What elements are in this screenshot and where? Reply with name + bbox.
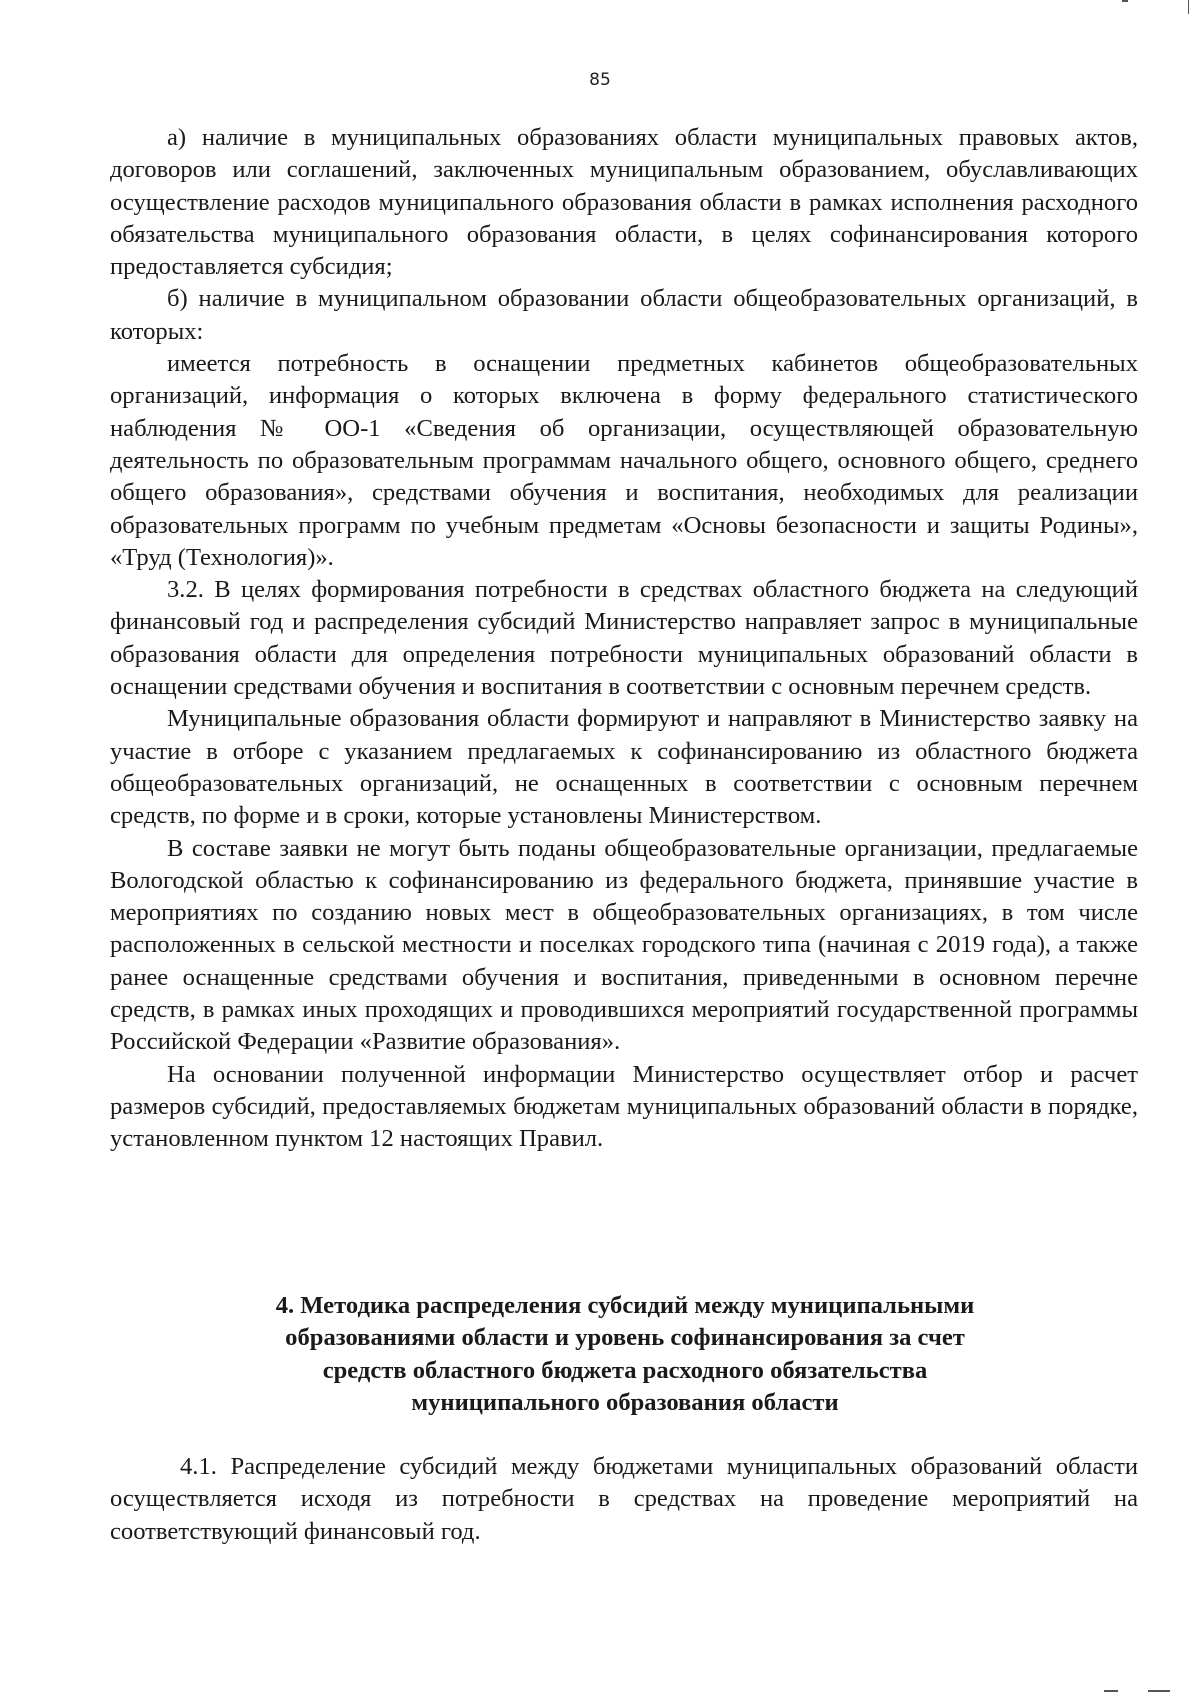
paragraph-3-1-a: а) наличие в муниципальных образованиях области муниципальных правовых актов, договоров или соглашений, заключенных муниципальным образованием, обуславливающих осуществление расходов муниципального образования области в рамках исполнения расходного обязательства муниципального образования области, в целях софинансирования которого предоставляется субсидия; [110, 124, 1138, 281]
paragraph-3-1-b: б) наличие в муниципальном образовании области общеобразовательных организаций, в которых: [110, 285, 1138, 345]
section-heading-line: средств областного бюджета расходного обязательства [322, 1356, 928, 1384]
paragraph-selection: На основании полученной информации Министерство осуществляет отбор и расчет размеров субсидий, предоставляемых бюджетам муниципальных образований области в порядке, установленном пунктом 12 настоящих Правил. [110, 1060, 1138, 1153]
paragraph-need-equipment: имеется потребность в оснащении предметных кабинетов общеобразовательных организаций, информация о которых включена в форму федерального статистического наблюдения № ОО-1 «Сведения об организации, осуществляющей образовательную деятельность по образовательным программам начального общего, основного общего, среднего общего образования», средствами обучения и воспитания, необходимых для реализации образовательных программ по учебным предметам «Основы безопасности и защиты Родины», «Труд (Технология)». [110, 350, 1138, 571]
scan-edge-mark [1188, 0, 1189, 14]
page-number: 85 [589, 70, 611, 90]
scan-edge-mark [1148, 1690, 1170, 1692]
paragraph-application: Муниципальные образования области формируют и направляют в Министерство заявку на участие в отборе с указанием предлагаемых к софинансированию из областного бюджета общеобразовательных организаций, не оснащенных в соответствии с основным перечнем средств, по форме и в сроки, которые установлены Министерством. [110, 705, 1138, 830]
section-heading-line: образованиями области и уровень софинансирования за счет [285, 1324, 965, 1352]
section-heading-line: муниципального образования области [411, 1388, 839, 1416]
paragraph-exclusions: В составе заявки не могут быть поданы общеобразовательные организации, предлагаемые Вологодской областью к софинансированию из федерального бюджета, принявшие участие в мероприятиях по созданию новых мест в общеобразовательных организациях, в том числе расположенных в сельской местности и поселках городского типа (начиная с 2019 года), а также ранее оснащенные средствами обучения и воспитания, приведенными в основном перечне средств, в рамках иных проходящих и проводившихся мероприятий государственной программы Российской Федерации «Развитие образования». [110, 834, 1138, 1056]
scan-edge-mark [1122, 0, 1128, 2]
paragraph-4-1: 4.1. Распределение субсидий между бюджетами муниципальных образований области осуществляется исходя из потребности в средствах на проведение мероприятий на соответствующий финансовый год. [110, 1453, 1138, 1545]
paragraph-3-2: 3.2. В целях формирования потребности в средствах областного бюджета на следующий финансовый год и распределения субсидий Министерство направляет запрос в муниципальные образования области для определения потребности муниципальных образований области в оснащении средствами обучения и воспитания в соответствии с основным перечнем средств. [110, 576, 1138, 701]
section-heading-line: 4. Методика распределения субсидий между муниципальными [275, 1292, 975, 1319]
closing-text [110, 1451, 1138, 1548]
body-text [110, 122, 1138, 1156]
scan-edge-mark [1104, 1690, 1118, 1692]
section-heading [160, 1290, 1090, 1419]
